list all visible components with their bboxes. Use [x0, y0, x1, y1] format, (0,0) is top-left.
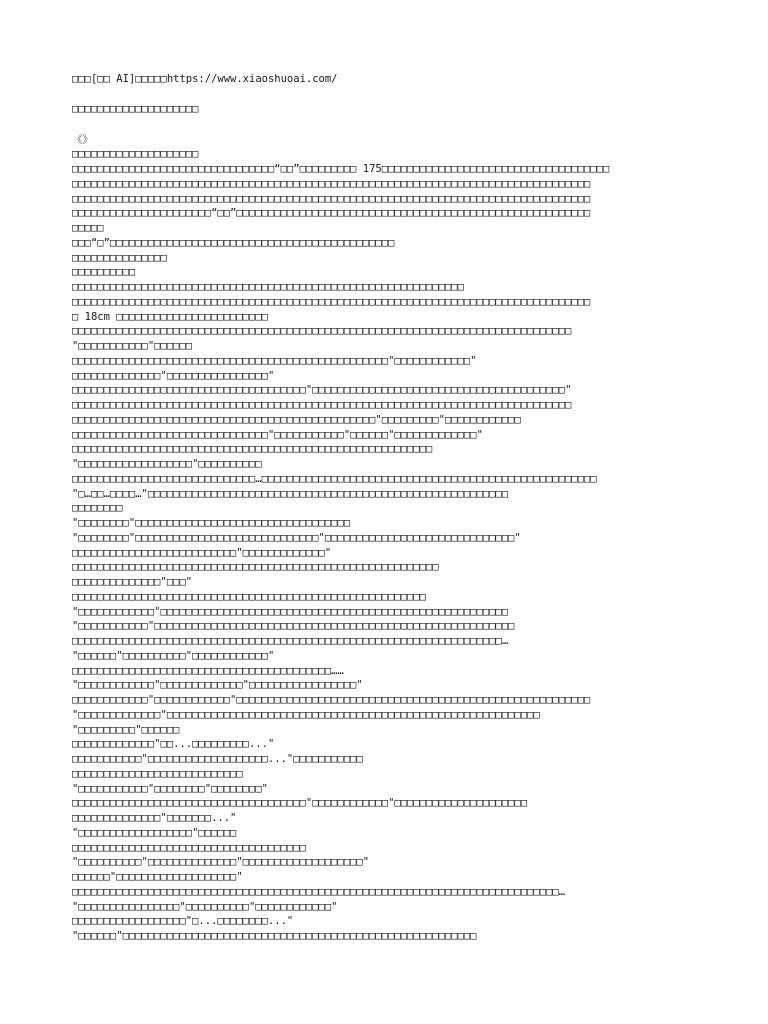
text-line: "□□□□□□□□□"□□□□□□ — [72, 723, 180, 736]
text-line: □□□□□□□□ — [72, 502, 123, 515]
text-line: □□□□□□□□□□□□□□"□□□□□□□..." — [72, 812, 237, 824]
document-subheader: □□□□□□□□□□□□□□□□□□□□ — [72, 102, 199, 115]
text-line: "□□□□□□□□□□□□"□□□□□□□□□□□□□"□□□□□□□□□□□□□□□□□" — [72, 679, 363, 692]
text-line: □□□□□□□□□□□□□□□□□□□□□□□□□□□□□□□□□□□□□□□□□□□□□□□□□□□□□□□□□□□□□□□□□□□□□□□□□□□□□□□□□□ — [72, 192, 591, 205]
text-line: □□□□□□□□□□□□□□□□□□□□□□□□□□□□□□□□□□□□□□□□□□□□□□□□□□□□□□□□□□□□□□□□□□□□□□□□□□□□□□□□□□ — [72, 177, 591, 190]
text-line: □□□□□□□□□□□□□□□□□□□□□□□□□□□□□□□□□□□□□□□□□□□□□□□□□□□□□□□□□□□□□□□□□□□□… — [72, 635, 509, 647]
text-line: □□□□□□□□□□□□□□□□□□□□□□□□□□□□□…□□□□□□□□□□□□□□□□□□□□□□□□□□□□□□□□□□□□□□□□□□□□□□□□□□□□□ — [72, 472, 597, 485]
text-line: "□□□□□□□□□□□□"□□□□□□□□□□□□□□□□□□□□□□□□□□□□□□□□□□□□□□□□□□□□□□□□□□□□□□□ — [72, 605, 509, 618]
text-line: □ 18cm □□□□□□□□□□□□□□□□□□□□□□□□ — [72, 310, 268, 323]
text-line: □□□□□□□□□□□□□□□ — [72, 251, 167, 264]
text-line: □□□□□□□□□□ — [72, 266, 136, 279]
text-line: "□□□□□□□□□□□"□□□□□□□□□□□□□□□□□□□□□□□□□□□□□□□□□□□□□□□□□□□□□□□□□□□□□□□□□ — [72, 620, 515, 633]
text-line: □□□□□□□□□□□□□□□□□□□□□□□□□□□□□□□"□□□□□□□□□□□"□□□□□□"□□□□□□□□□□□□□" — [72, 428, 483, 441]
text-line: □□□□□□□□□□□□□□□□□□□□□□□□□□□□□□□□□□□□□□□□□□□□□□□□□□□□□□□□□□ — [72, 561, 439, 574]
text-line: □□□□□□□□□□□□□"□□...□□□□□□□□□..." — [72, 738, 275, 751]
text-line: "□□□□□□□□□□□□□□□□□□"□□□□□□ — [72, 826, 237, 839]
text-line: □□□□□□□□□□□□□□□□□□□□□□□□□□□□□□□□□□□□□"□□□□□□□□□□□□□□□□□□□□□□□□□□□□□□□□□□□□□□□□" — [72, 384, 572, 397]
text-line: □□□□□□□□□□□□□□□□□□□□□□□□□□□□□□□□“□□”□□□□□□□□□ 175□□□□□□□□□□□□□□□□□□□□□□□□□□□□□□□□□□□□ — [72, 163, 610, 175]
text-line: □□□□□□□□□□□□□□□□□□□□□□□□□□"□□□□□□□□□□□□□" — [72, 546, 332, 559]
text-line: □□□□□□□□□□□□□□□□□□□□□□□□□□□□□□□□□□□□□□□□□□□□□□□□"□□□□□□□□□"□□□□□□□□□□□□ — [72, 413, 521, 426]
text-line: □□□□□□□□□□□□□□□□□□□□□□□□□□□□□□□□□□□□□□□□□□□□□□□□□□"□□□□□□□□□□□□" — [72, 354, 477, 367]
document-header: □□□[□□ AI]□□□□□https://www.xiaoshuoai.com/ — [72, 73, 338, 85]
text-line: "□□□□□□"□□□□□□□□□□"□□□□□□□□□□□□" — [72, 649, 275, 662]
text-line: □□□□□□□□□□□□□□□□□□□□□□“□□”□□□□□□□□□□□□□□□□□□□□□□□□□□□□□□□□□□□□□□□□□□□□□□□□□□□□□□□□ — [72, 207, 591, 220]
text-line: "□□□□□□□□□□"□□□□□□□□□□□□□□"□□□□□□□□□□□□□□□□□□□" — [72, 856, 370, 869]
text-line: □□□“□”□□□□□□□□□□□□□□□□□□□□□□□□□□□□□□□□□□□□□□□□□□□□□ — [72, 236, 395, 249]
text-line: □□□□□□□□□□□□□□□□□□□□□□□□□□□□□□□□□□□□□□□□□□□□□□□□□□□□□□□□ — [72, 590, 427, 603]
text-line: □□□□□□□□□□□□□□□□□□□□□□□□□□□□□□□□□□□□□"□□□□□□□□□□□□"□□□□□□□□□□□□□□□□□□□□□ — [72, 797, 528, 810]
text-line: "□□□□□□□□□□□"□□□□□□□□"□□□□□□□□" — [72, 782, 268, 795]
text-line: "□□□□□□□□□□□□□"□□□□□□□□□□□□□□□□□□□□□□□□□□□□□□□□□□□□□□□□□□□□□□□□□□□□□□□□□□□ — [72, 708, 540, 721]
text-line: □□□□□□□□□□□□□□"□□□□□□□□□□□□□□□□" — [72, 369, 275, 382]
text-line: "□□□□□□□□□□□□□□□□□□"□□□□□□□□□□ — [72, 458, 262, 470]
text-line: □□□□□□□□□□□□□□□□□□"□...□□□□□□□□..." — [72, 915, 294, 928]
text-line: "□□□□□□"□□□□□□□□□□□□□□□□□□□□□□□□□□□□□□□□□□□□□□□□□□□□□□□□□□□□□□□□ — [72, 930, 477, 942]
text-line: □□□□□□□□□□□□□□□□□□□□□□□□□□□□□□□□□□□□□ — [72, 841, 306, 854]
text-line: □□□□□□□□□□□□□□□□□□□□□□□□□□□□□□□□□□□□□□□□□□□□□□□□□□□□□□□□□□□□□□□□□□□□□□□□□□□□□□□ — [72, 325, 572, 338]
text-line: □□□□□□□□□□□□□□□□□□□□□□□□□□□□□□□□□□□□□□□□□…… — [72, 664, 344, 677]
text-line: □□□□□□□□□□□□□□□□□□□□□□□□□□□□□□□□□□□□□□□□□□□□□□□□□□□□□□□□□□□□□□□□□□□□□□□□□□□□□□□□□□ — [72, 295, 591, 308]
text-line: □□□□□□□□□□□□□□□□□□□□ — [72, 148, 199, 161]
text-line: "□□□□□□□□□□□□□□□□"□□□□□□□□□□"□□□□□□□□□□□□" — [72, 900, 338, 913]
text-line: □□□□□□□□□□□"□□□□□□□□□□□□□□□□□□□..."□□□□□□□□□□□ — [72, 753, 363, 765]
text-line: □□□□□□□□□□□□□□□□□□□□□□□□□□□□□□□□□□□□□□□□□□□□□□□□□□□□□□□□□□□□□□ — [72, 281, 464, 293]
text-line: "□□□□□□□□□□□"□□□□□□ — [72, 340, 193, 352]
document-body — [72, 147, 700, 944]
text-line: □□□□□□□□□□□□□□□□□□□□□□□□□□□□□□□□□□□□□□□□□□□□□□□□□□□□□□□□□□□□□□□□□□□□□□□□□□□□□… — [72, 885, 566, 898]
text-line: □□□□□ — [72, 222, 104, 234]
text-line: □□□□□□□□□□□□□□□□□□□□□□□□□□□□□□□□□□□□□□□□□□□□□□□□□□□□□□□□□ — [72, 443, 433, 456]
text-line: □□□□□□□□□□□□□□□□□□□□□□□□□□□□□□□□□□□□□□□□□□□□□□□□□□□□□□□□□□□□□□□□□□□□□□□□□□□□□□□ — [72, 399, 572, 411]
text-line: □□□□□□□□□□□□"□□□□□□□□□□□□"□□□□□□□□□□□□□□□□□□□□□□□□□□□□□□□□□□□□□□□□□□□□□□□□□□□□□□□□ — [72, 694, 591, 706]
text-line: □□□□□□□□□□□□□□"□□□" — [72, 576, 193, 588]
text-line: "□□□□□□□□"□□□□□□□□□□□□□□□□□□□□□□□□□□□□□□□□□□ — [72, 517, 351, 529]
section-mark: 《》 — [72, 133, 93, 146]
text-line: □□□□□□□□□□□□□□□□□□□□□□□□□□□ — [72, 767, 243, 780]
document-page — [72, 72, 700, 944]
text-line: "□□□□□□□□"□□□□□□□□□□□□□□□□□□□□□□□□□□□□□"□□□□□□□□□□□□□□□□□□□□□□□□□□□□□□" — [72, 531, 521, 544]
text-line: "□…□□…□□□□…"□□□□□□□□□□□□□□□□□□□□□□□□□□□□□□□□□□□□□□□□□□□□□□□□□□□□□□□□□ — [72, 487, 509, 500]
text-line: □□□□□□"□□□□□□□□□□□□□□□□□□□" — [72, 871, 243, 883]
